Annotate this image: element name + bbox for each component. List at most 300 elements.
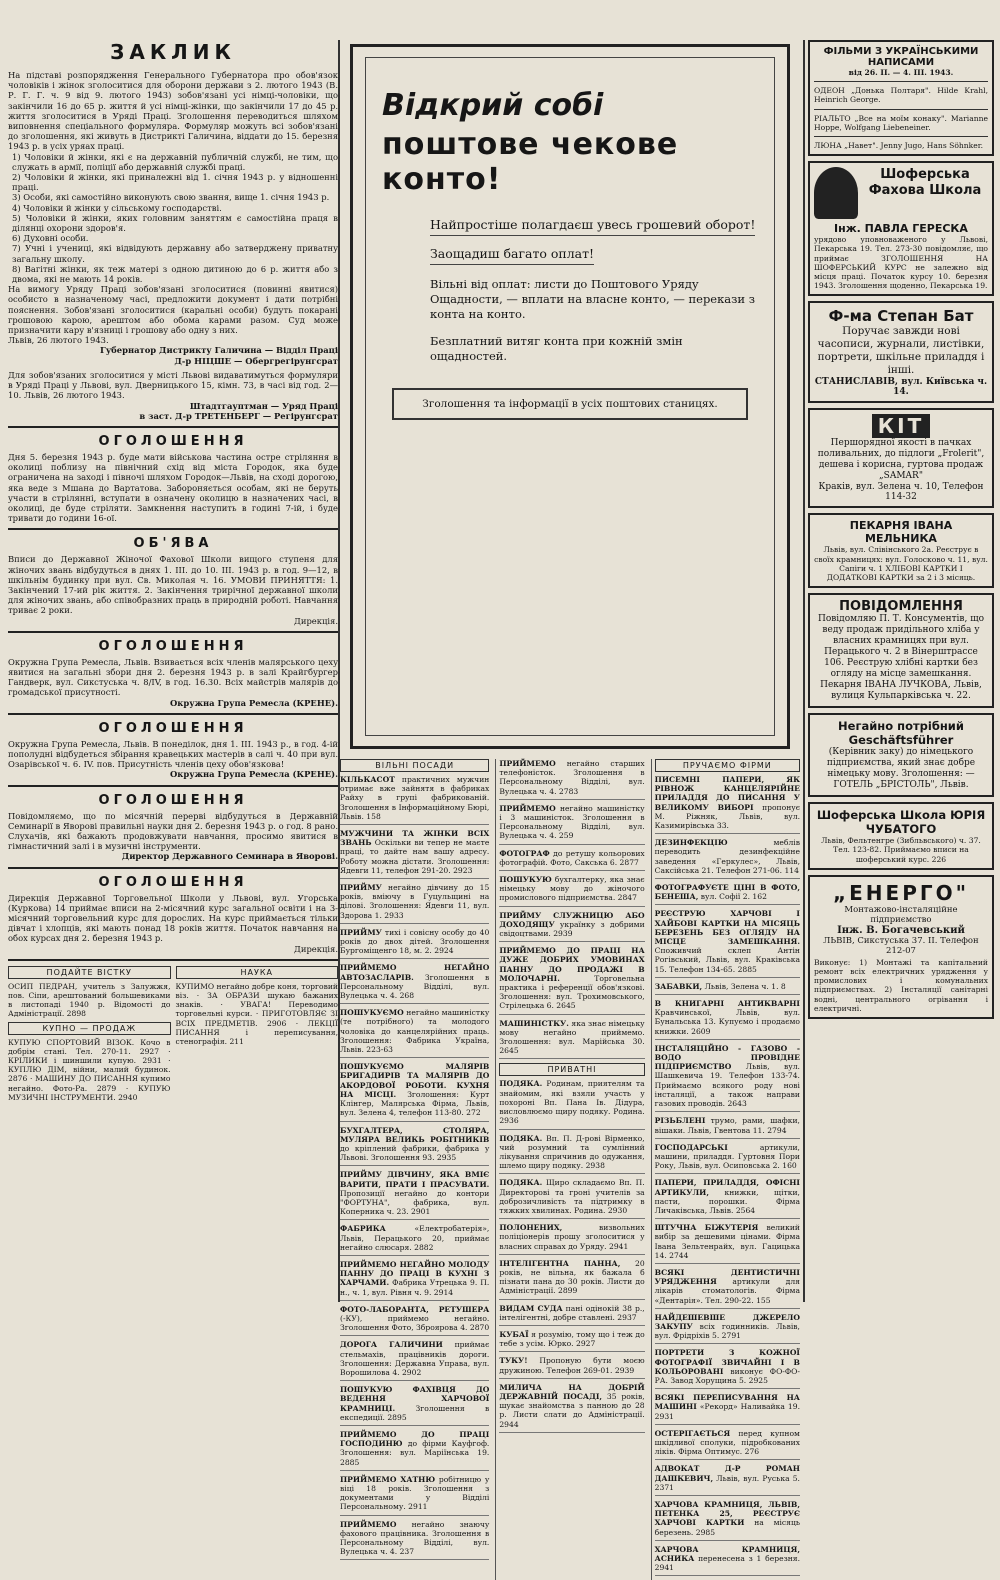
classified-ad <box>340 1170 489 1220</box>
zaklik-title: ЗАКЛИК <box>110 40 236 64</box>
announcement-sign: Дирекція. <box>294 615 338 626</box>
energo-subtitle: Монтажово-інсталяційне підприємство <box>844 904 958 925</box>
manager-text: (Керівник заку) до німецького підприємства, який знає добре німецьку мову. Зголошення: — ГОТЕЛЬ „БРІСТОЛЬ", Львів. <box>826 747 976 791</box>
classified-ad <box>499 1304 644 1326</box>
classified-text <box>655 1313 800 1341</box>
classified-text <box>655 1348 800 1385</box>
classified-text <box>655 775 800 830</box>
classified-text <box>499 759 644 796</box>
bat-text: Поручає завжди нові часописи, журнали, листівки, портрети, шкільне приладдя і інші. <box>817 325 985 377</box>
classified-ad <box>499 1356 644 1378</box>
announcement-body: Окружна Група Ремесла, Львів. В понеділок, дня 1. III. 1943 р., в год. 4-ій пополудні відбудеться збірання кравецьких мастерів в салі ч. 40 при вул. Озарівської ч. 6. IV. пов. Присутність членів цеху обов'язкова! <box>8 738 338 770</box>
announcement-title: ОГОЛОШЕННЯ <box>98 720 248 736</box>
classified-text <box>499 1330 644 1348</box>
classified-body: Оскільки ви тепер не маєте праці, то дайте нам вашу адресу. Роботу можна дістати. Зголошення: Ядевги 11, телефон 291-20. 2923 <box>340 838 490 875</box>
classified-ad <box>655 883 800 905</box>
section-header: ПРУЧАЄМО ФІРМИ <box>655 759 800 772</box>
zaklik-signature: Губернатор Дистрикту Галичина — Відділ Праці Д-р НІЦШЕ — Обергрегірунгсрат <box>100 345 338 366</box>
classified-lead: ОСТЕРІГАЄТЬСЯ <box>654 1428 731 1438</box>
classified-ad <box>340 1126 489 1167</box>
divider <box>814 136 988 137</box>
classified-text <box>655 999 800 1036</box>
classified-column-3 <box>651 759 800 1580</box>
classified-text <box>499 911 644 939</box>
classified-lead: ХАРЧОВА КРАМНИЦЯ, АСНИКА <box>654 1544 800 1564</box>
classified-lead: ШТУЧНА БІЖУТЕРІЯ <box>654 1223 759 1233</box>
films-title: ФІЛЬМИ З УКРАЇНСЬКИМИ НАПИСАМИ <box>823 46 979 68</box>
energo-title: „ЕНЕРГО" <box>832 880 970 905</box>
classified-body: Фабрика Утрецька 9. П. н., ч. 1, вул. Рівня ч. 9. 2914 <box>340 1278 490 1297</box>
classified-text <box>499 1223 644 1251</box>
classified-ad <box>655 1464 800 1496</box>
classified-text <box>340 1008 489 1054</box>
classified-body: перед купном шкідливої сполуки, підробкованих ліків. Фірма Оптимус. 276 <box>654 1428 800 1457</box>
classified-body: Споживчий склеп Антін Рогівський, Львів, вул. Краківська 15. Телефон 134-65. 2885 <box>654 946 800 974</box>
classified-lead: ДОРОГА ГАЛИЧИНИ <box>340 1340 443 1350</box>
classified-body: великий вибір за дешевими цінами. Фірма Івана Зельтенрайх, вул. Гацицька 14. 2744 <box>654 1223 800 1260</box>
classified-text <box>499 804 644 841</box>
classified-body: робітницю у віці 18 років. Зголошення з документами у Відділі Персональному. 2911 <box>340 1474 490 1512</box>
classified-lead: ВИДАМ СУДА <box>499 1303 563 1313</box>
classified-text <box>655 1393 800 1421</box>
notice-title: ПОВІДОМЛЕННЯ <box>839 599 963 615</box>
bat-firm-ad <box>808 301 994 403</box>
classified-ad <box>340 1224 489 1256</box>
divider <box>8 713 338 715</box>
classified-text <box>340 829 489 875</box>
classified-lead: КУБАЇ <box>499 1329 529 1339</box>
classified-body: тихі і совісну особу до 40 років до двох дітей. Зголошення Бургоміщенго 18, м. 2. 2924 <box>340 927 490 956</box>
classified-lead: ПРИЙМЕМО ДО ПРАЦІ ГОСПОДИНЮ <box>340 1429 490 1449</box>
classified-ad <box>340 1475 489 1516</box>
classified-lead: ПОДЯКА. <box>499 1133 543 1143</box>
ad-body-1: Вільні від оплат: листи до Поштового Уряду Ощадности, — вплати на власне конто, — перекази з конта на конто. <box>430 277 756 321</box>
classified-ad <box>655 1116 800 1138</box>
bakery-text: Львів, вул. Слівінського 2а. Реєструє в своїх крамницях: вул. Голосково ч. 11, вул. Сапіги ч. 1 ХЛІБОВІ КАРТКИ І ДОДАТКОВІ КАРТКИ за 2 і 3 місяць. <box>814 545 988 583</box>
classified-column-1 <box>340 759 489 1580</box>
zaklik-intro: На підставі розпорядження Генерального Губернатора про обов'язок чоловіків і жінок зголоситися для оборони держави з 2. лютого 1943 (В. Р. Г. Г. ч. 9 від 9. лютого 1943) зобов'язані усі німці-чоловіки, що закінчили 16 до 65 р. життя й усі німці-жінки, що закінчили 17 до 45 р. життя зголоситися в Уряді Праці. Зголошення переводиться шляхом виповнення спеціального формуляра. Формуляр можуть всі зобов'язані до зголошення, які живуть в Дистрикті Галичина, віддати до 15. березня 1943 р. в усіх уряах праці. <box>8 70 338 152</box>
classified-lead: МУЖЧИНИ ТА ЖІНКИ ВСІХ ЗВАНЬ <box>340 829 490 848</box>
classified-lead: ПРИЙМУ <box>340 927 382 937</box>
classified-text <box>655 1116 800 1134</box>
announcement-title: ОГОЛОШЕННЯ <box>98 433 248 449</box>
classified-body: Зголошення в Персональному Відділі, вул. Вулецька ч. 4. 268 <box>340 972 490 1001</box>
films-box <box>808 40 994 156</box>
classified-ad <box>499 804 644 845</box>
divider <box>8 959 338 961</box>
divider <box>8 785 338 787</box>
announcement-body: Дня 5. березня 1943 р. буде мати військова частина острe стріляння в околиці поблизу на північний схід від міста Городок, яка буде ограничена на заході і півночі шляхом Городок—Львів, на сході дорогою, яка веде з Мшана до Вартатова. Забороняється особам, які не беруть участи в стрілянні, вступати в означену околицю в назначених часі, в околиці, де буде стріляти. Замкнення наступить в годині 7-ій, і буде тривати до години 16-ої. <box>8 451 338 524</box>
classified-body: 20 років, не вільна, як бажала б пізнати пана до 30 років. Листи до Адміністрації. 2899 <box>499 1258 645 1296</box>
classified-ad <box>499 1079 644 1129</box>
zaklik-date: Львів, 26 лютого 1943. <box>8 335 109 346</box>
classified-body: 35 років, шукає знайомства з панною до 28 р. Листи слати до Адміністрації. 2944 <box>499 1391 645 1429</box>
classified-ad <box>499 946 644 1014</box>
list-item: 5) Чоловіки й жінки, яких головним заняттям є самостійна праця в ділянці охорони здоров'я. <box>12 212 338 234</box>
classified-ad <box>340 1520 489 1561</box>
classified-lead: ГОСПОДАРСЬКІ <box>654 1142 728 1152</box>
classified-text <box>499 1356 644 1374</box>
classified-ad <box>655 1348 800 1389</box>
classified-text <box>655 1044 800 1108</box>
classified-body: артикули для лікарів стоматологів. Фірма «Дентарія». Тел. 290-22. 155 <box>654 1277 800 1305</box>
classified-body: до кріплений фабрики, фабрика у Львові. Зголошення 93. 2935 <box>340 1143 490 1163</box>
classified-body: визвольних поліціонерів прошу зголоситися у власних справах до Уряду. 2941 <box>499 1223 645 1251</box>
announcement-sign: Дирекція. <box>294 943 338 954</box>
classified-text <box>499 1134 644 1171</box>
energo-owner: Інж. В. Богачевський <box>837 924 965 936</box>
classified-text <box>655 1429 800 1457</box>
classified-body: (-КУ), приймемо негайно. Зголошення Фото, Зброярова 4. 2870 <box>340 1313 490 1333</box>
classified-body: бухгалтерку, яка знає німецьку мову до жіночого промислового підприємства. 2847 <box>499 875 645 903</box>
announcement-title: ОГОЛОШЕННЯ <box>98 792 248 808</box>
classified-body: «Електробатерія», Львів, Перацького 20, приймає негайно слюсаря. 2882 <box>340 1224 490 1252</box>
classified-body: негайно знаючу фахового працівника. Зголошення в Персональному Відділі, вул. Вулецька ч. 4. 237 <box>340 1519 490 1557</box>
classified-body: негайно дівчину до 15 років, вміючу в Гуцульщині на ділові. Зголошення: Ядевги 11, вул. Здорова 1. 2933 <box>340 883 490 920</box>
classified-ad <box>655 838 800 879</box>
classified-lead: ІНСТАЛЯЦІЙНО - ГАЗОВО - ВОДО ПРОВІДНЕ ПІДПРИЄМСТВО <box>654 1043 800 1072</box>
classified-lead: ПИСЕМНІ ПАПЕРИ, ЯК РІВНОЖ КАНЦЕЛЯРІЙНЕ ПРИЛАДДЯ ДО ПИСАННЯ У ВЕЛИКОМУ ВИБОРІ <box>654 775 800 812</box>
section-header: ПРИВАТНІ <box>499 1063 644 1076</box>
classified-lead: ПОЛОНЕНИХ, <box>499 1223 563 1233</box>
classified-ad <box>340 1008 489 1058</box>
ad-title-1: Відкрий собі <box>382 88 604 123</box>
classified-lead: ЗАБАВКИ, <box>654 981 703 991</box>
classified-body: меблів переводить дезинфекційне заведення «Геркулес», Львів, Саксійська 21. Телефон 271-06. 114 <box>654 838 800 875</box>
classified-ad <box>499 759 644 800</box>
classified-body: Зголошення в експедиції. 2895 <box>340 1403 490 1422</box>
ad-title-2: поштове чекове конто! <box>382 127 679 197</box>
classified-lead: ПОДЯКА. <box>499 1178 543 1188</box>
classified-lead: ПОШУКУЄМО МАЛЯРІВ БРИГАДИРІВ ТА МАЛЯРІВ ДО АКОРДОВОЇ РОБОТИ. КУХНЯ НА МІСЦІ. <box>340 1062 490 1099</box>
classified-text <box>340 775 489 821</box>
list-item: 8) Вагітні жінки, як теж матері з одною дитиною до 6 р. життя або з двома, які не мають 14 років. <box>12 263 338 285</box>
divider <box>8 631 338 633</box>
classified-lead: НАЙДЕШЕВШЕ ДЖЕРЕЛО ЗАКУПУ <box>654 1312 800 1331</box>
classified-ad <box>340 775 489 825</box>
classified-lead: ФОТОГРАФУЄТЕ ЦІНІ В ФОТО, БЕНЕША, <box>654 883 800 902</box>
classified-body: на місяць березень. 2985 <box>654 1518 800 1537</box>
notice-ad <box>808 593 994 708</box>
classified-body: всіх годинників. Львів, вул. Фрідріхів 5. 2791 <box>654 1321 800 1341</box>
classified-ad <box>499 1178 644 1219</box>
classified-body: Щиро складаємо Вп. П. Директорові та гроні учителів за доброзичливість та підтримку в тяжких хвилинах. Родина. 2930 <box>499 1178 645 1215</box>
classified-lead: МИЛИЧА НА ДОБРІЙ ДЕРЖАВНІЙ ПОСАДІ, <box>499 1382 645 1401</box>
classified-body: Львів, вул. Шашкевича 19. Телефон 133-74. Приймаємо всякого роду нові інсталяції, а також направи газових проводів. 2643 <box>654 1062 800 1109</box>
classified-ad <box>499 1019 644 1060</box>
classified-body: Кравчинської, Львів, вул. Бунальська 13. Купуємо і продаємо книжки. 2609 <box>654 1008 800 1036</box>
announcement-body: Повідомляємо, що по місячній перерві відбудуться в Державній Семинарії в Яворові правильні науки дня 2. березня 1943 р. о год. 8 рано. Слухачів, які бажають продовжувати навчання, просимо явитися в гімнастичний залі і в музичні інструменти. <box>8 810 338 852</box>
right-column <box>808 40 994 1302</box>
kit-ad <box>808 408 994 508</box>
classified-body: я розумію, тому що і теж до тебе з усім. Юрко. 2927 <box>499 1329 645 1349</box>
classified-text <box>340 1475 489 1512</box>
classified-ad <box>655 1268 800 1309</box>
classified-text: КУПИМО негайно добре коня, торговий віз. · ЗА ОБРАЗИ шукаю бажаних знаків. · УВАГА! Переводимо торговельні курси. · ПРИГОТОВЛЯЄ ЗІ ВСІХ ПРЕДМЕТІВ. 2906 · ЛЕКЦІЇ ПИСАННЯ і переписування, стенографія. 211 <box>175 981 338 1047</box>
classified-lead: ХАРЧОВА КРАМНИЦЯ, ЛЬВІВ, ПЕТЕНКА 25, РЕЄСТРУЄ ХАРЧОВІ КАРТКИ <box>654 1500 800 1528</box>
postal-checking-ad <box>350 44 790 749</box>
classified-ad <box>655 1313 800 1345</box>
section-header: НАУКА <box>176 966 339 979</box>
driving-school-2-ad <box>808 802 994 870</box>
ad-line-1: Найпростіше полагдаєш увесь грошевий оборот! <box>430 217 755 236</box>
manager-title: Негайно потрібний Geschäftsführer <box>838 719 964 748</box>
bakery-ad <box>808 513 994 588</box>
classified-body: Львів, вул. Руська 5. 2371 <box>654 1473 800 1492</box>
classified-text <box>655 1178 800 1215</box>
energo-ad <box>808 875 994 1019</box>
classified-body: «Рекорд» Наливайка 19. 2931 <box>654 1402 800 1421</box>
classified-lead: ПРИЙМЕМО ХАТНЮ <box>340 1474 436 1484</box>
classified-body: перенесена з 1 березня. 2941 <box>654 1554 800 1573</box>
classified-text <box>499 1383 644 1429</box>
divider <box>8 426 338 428</box>
classified-text <box>655 838 800 875</box>
energo-address: ЛЬВІВ, Сикстуська 37. II. Телефон 212-07 <box>823 935 979 956</box>
bottom-left-col-2 <box>176 966 339 1102</box>
classified-lead: ПОШУКУЮ <box>499 875 552 885</box>
classified-ad <box>340 1305 489 1337</box>
classified-text <box>499 1304 644 1322</box>
classified-ad <box>655 775 800 834</box>
kit-text: Першорядної якості в пачках поливальних, до підлоги „Frolerit", дешева і корисна, гуртова продаж „SAMAR" <box>817 438 985 482</box>
divider <box>8 867 338 869</box>
kit-address: Краків, вул. Зелена ч. 10, Телефон 114-32 <box>818 482 984 503</box>
classified-ad <box>655 982 800 995</box>
announcement-body: Вписи до Державної Жіночої Фахової Школи вищого ступеня для жіночих звань відбудуться в днях 1. III. до 10. III. 1943 р. в год. 9—12, в шкільнім будинку при вул. Св. Миколая ч. 16. УМОВИ ПРИНЯТТЯ: 1. Закінчений 17-ий рік життя. 2. Закінчення трирічної державної школи для жіночих звань, або співобразних праць в природній роботі. Навчання триває 2 роки. <box>8 554 338 616</box>
classified-body: вул. Софії 2. 162 <box>700 892 767 902</box>
classified-text <box>340 1385 489 1422</box>
classified-text <box>340 1170 489 1216</box>
zaklik-signature-2: Штадтгауптман — Уряд Праці в заст. Д-р ТРЕТЕНБЕРГ — Регірунгсрат <box>139 400 338 421</box>
film-item: ЛЮНА „Навет". Jenny Jugo, Hans Söhnker. <box>814 141 983 151</box>
classified-lead: РЕЄСТРУЮ ХАРЧОВІ І ХАЙБОВІ КАРТКИ НА МІСЯЦЬ БЕРЕЗЕНЬ БЕЗ ОГЛЯДУ НА МІСЦЕ ЗАМЕШКАННЯ. <box>654 909 800 947</box>
classified-lead: ПРИЙМЕМО НЕГАЙНО АВТОЗАСЛАРІВ. <box>340 963 490 982</box>
classified-ad <box>655 1429 800 1461</box>
classified-text <box>655 1143 800 1171</box>
classified-body: до ретушу кольорових фотографій. Фото, Сакська 6. 2877 <box>499 848 645 867</box>
classified-text <box>655 982 800 991</box>
classified-lead: ПРИЙМЕМО <box>340 1519 397 1529</box>
classified-ad <box>340 829 489 879</box>
classified-text <box>340 928 489 956</box>
classified-text <box>655 1223 800 1260</box>
film-item: ОДЕОН „Донька Полтаря". Hilde Krahl, Heinrich George. <box>814 86 988 105</box>
announcement-sign: Директор Державного Семинара в Яворові. <box>121 851 338 862</box>
ad-inner-frame <box>365 57 775 736</box>
announcement-title: ОГОЛОШЕННЯ <box>98 874 248 890</box>
classified-body: приймає стельмахів, працівників дороги. Зголошення: Державна Управа, вул. Ворошилова 4. 2902 <box>340 1340 490 1377</box>
bat-title: Ф-ма Степан Бат <box>828 307 974 326</box>
announcement-title: ОГОЛОШЕННЯ <box>98 638 248 654</box>
classified-lead: ВСЯКІ ДЕНТИСТИЧНІ УРЯДЖЕННЯ <box>654 1267 800 1287</box>
classified-lead: ПРИЙМУ СЛУЖНИЦЮ АБО ДОХОДЯЩУ <box>499 910 645 929</box>
classified-ad <box>499 1330 644 1352</box>
classified-ad <box>340 1260 489 1301</box>
classified-lead: ПОШУКУЮ ФАХІВЦЯ ДО ВЕДЕННЯ ХАРЧОВОЇ КРАМНИЦІ. <box>340 1385 490 1413</box>
middle-column <box>340 40 800 1573</box>
energo-list: Виконує: 1) Монтажі та капітальний ремонт всіх електричних урядження у промислових і комунальних підприємствах. 2) Інсталяції санітарні водні, центрального огрівання і електричні. <box>814 957 988 1013</box>
list-item: 1) Чоловіки й жінки, які є на державній публичній службі, не тим, що служать в армії, поліції або державній службі праці. <box>12 151 338 172</box>
classified-ad <box>340 928 489 960</box>
classified-ad <box>340 963 489 1004</box>
classified-body: негайно машиністку (те потрібного) та молодого чоловіка до канцелярійних праць. Зголошення: Фабрика Україна, Львів. 223-63 <box>340 1008 490 1055</box>
classified-lead: ПОДЯКА. <box>499 1079 543 1089</box>
classified-body: виконує ФО-ФО-РА. Завод Хорущина 5. 2925 <box>654 1366 800 1385</box>
classified-ad <box>340 1062 489 1121</box>
classified-text <box>340 963 489 1000</box>
list-item: 7) Учні і учениці, які відвідують державну або затверджену приватну загальну школу. <box>12 243 338 264</box>
announcement-sign: Окружна Група Ремесла (КРЕНЕ). <box>170 769 338 780</box>
school2-title: Шоферська Школа ЮРІЯ ЧУБАТОГО <box>816 808 986 837</box>
driving-school-ad <box>808 161 994 296</box>
ad-info-box: Зголошення та інформації в усіх поштових станицях. <box>392 388 748 420</box>
classified-ad <box>499 875 644 907</box>
classified-body: книжки, щітки, пасти, порошки. Фірма Личаківська, Львів. 2564 <box>654 1187 800 1215</box>
section-header: КУПНО — ПРОДАЖ <box>8 1022 171 1035</box>
classified-lead: ПРИЙМЕМО НЕГАЙНО МОЛОДУ ПАННУ ДО ПРАЦІ В КУХНІ З ХАРЧАМИ. <box>340 1259 490 1288</box>
classified-ad <box>340 1340 489 1381</box>
section-header: ПОДАЙТЕ ВІСТКУ <box>8 966 171 979</box>
classified-text <box>499 875 644 903</box>
classified-body: трумо, рами, шафки, вішаки. Львів, Гвентова 11. 2794 <box>654 1116 800 1135</box>
classified-lead: В КНИГАРНІ АНТИКВАРНІ <box>654 999 800 1009</box>
classified-body: Львів, Зелена ч. 1. 8 <box>704 981 786 991</box>
classified-text <box>499 1178 644 1215</box>
classified-ad <box>340 1430 489 1471</box>
list-item: 3) Особи, які самостійно виконують свою звання, вище 1. січня 1943 р. <box>12 192 330 203</box>
classified-body: Зголошення: Курт Клінгер, Малярська Фірма, Львів, вул. Зелена 4, телефон 113-80. 272 <box>340 1089 490 1118</box>
classified-text: ОСИП ПЕДРАН, учитель з Залужжя, пов. Сіпи, арештований большевиками в листопаді 1940 р. Відомості до Адміністрації. 2898 <box>8 981 171 1019</box>
classified-ad <box>655 1500 800 1541</box>
bat-address: СТАНИСЛАВІВ, вул. Київська ч. 14. <box>814 377 988 398</box>
classified-body: артикули, машини, приладдя. Гуртовня Пори Року, Львів, вул. Осиповська 2. 160 <box>654 1142 800 1171</box>
classified-lead: ІНТЕЛІГЕНТНА ПАННА, <box>499 1258 621 1268</box>
classified-lead: АДВОКАТ Д-Р РОМАН ДАШКЕВИЧ, <box>654 1464 800 1483</box>
films-dates: від 26. II. — 4. III. 1943. <box>848 68 954 77</box>
classified-body: українку з добрими свідоцтвами. 2939 <box>499 919 645 939</box>
classified-text <box>655 883 800 901</box>
left-column <box>8 40 338 1302</box>
ad-line-2: Заощадиш багато оплат! <box>430 246 594 265</box>
announcement-title: ОБ'ЯВА <box>133 536 213 552</box>
classified-ad <box>340 883 489 924</box>
classified-text <box>340 1520 489 1557</box>
classified-column-2 <box>495 759 644 1580</box>
driving-school-owner: Інж. ПАВЛА ГЕРЕСКА <box>834 222 968 236</box>
divider <box>8 528 338 530</box>
kit-title: КІТ <box>872 414 930 438</box>
classified-ad <box>655 1044 800 1112</box>
classified-ad <box>499 911 644 943</box>
list-item: 6) Духовні особи. <box>12 233 89 244</box>
classified-body: яка знає німецьку мову негайно приймемо. Зголошення: вул. Марійська 30. 2645 <box>499 1018 645 1056</box>
classified-ad <box>655 1393 800 1425</box>
classified-lead: ФОТО-ЛАБОРАНТА, РЕТУШЕРА <box>340 1304 490 1314</box>
driving-school-title: Шоферська Фахова Школа <box>868 167 982 199</box>
classified-text <box>340 1062 489 1117</box>
classified-ad <box>655 1143 800 1175</box>
classified-text <box>340 1430 489 1467</box>
zaklik-note: Для зобов'язаних зголоситися у місті Львові видаватимуться формуляри в Уряді Праці у Львові, вул. Дверницького 15, кімн. 73, в часі від год. 2—10. Львів, 26 лютого 1943. <box>8 369 338 401</box>
classified-ad <box>655 909 800 977</box>
classified-body: негайно машиністку і 3 машиністок. Зголошення в Персональному Відділі, вул. Вулецька ч. 4. 259 <box>499 803 645 841</box>
manager-wanted-ad <box>808 713 994 797</box>
classified-text <box>499 1259 644 1296</box>
film-item: РІАЛЬТО „Все на моїм конаку". Marianne Hoppe, Wolfgang Liebeneiner. <box>814 113 988 132</box>
classified-body: Вп. П. Д-рові Вірменко, чий розумний та сумлінний лікування спричинив до одужання, шлемо щиру подяку. 2938 <box>499 1133 645 1171</box>
classified-ad <box>655 1223 800 1264</box>
driving-school-header <box>814 167 988 219</box>
classified-ad <box>499 1134 644 1175</box>
classified-text <box>340 1224 489 1252</box>
notice-text: Повідомляю П. Т. Консументів, що веду продаж придільного хліба у власних крамницях при вул. Перацького ч. 2 в Вінерштрассе 106. Реєструю хлібні картки без огляду на місце замешкання. Пекарня ІВАНА ЛУЧКОВА, Львів, вулиця Кульпарківська ч. 22. <box>817 614 985 702</box>
classified-lead: ФАБРИКА <box>340 1224 386 1234</box>
classified-lead: ПРИЙМЕМО <box>499 803 556 813</box>
classified-text <box>340 1126 489 1163</box>
section-header: ВІЛЬНІ ПОСАДИ <box>340 759 489 772</box>
classified-lead: МАШИНІСТКУ. <box>499 1018 569 1028</box>
classified-text <box>655 1545 800 1573</box>
list-item: 4) Чоловіки й жінки у сільському господарстві. <box>12 202 222 213</box>
divider <box>814 109 988 110</box>
classified-body: Торговельна практика і референції обов'язкові. Зголошення: вул. Трохимовського, Стрілецька 6. 2645 <box>499 973 645 1011</box>
classified-lead: ПРИЙМЕМО <box>499 759 556 768</box>
classified-text <box>340 883 489 920</box>
classified-text <box>655 1268 800 1305</box>
zaklik-list <box>8 152 338 285</box>
classified-text <box>655 1464 800 1492</box>
classified-lead: ВСЯКІ ПЕРЕПИСУВАННЯ НА МАШИНІ <box>654 1393 800 1412</box>
classified-text <box>340 1305 489 1333</box>
classified-text <box>655 1500 800 1537</box>
classified-body: негайно старших телефоністок. Зголошення в Персональному Відділі, вул. Вулецька ч. 4. 2783 <box>499 759 645 796</box>
classified-ad <box>499 1259 644 1300</box>
ad-body-2: Безплатний витяг конта при кожній змін ощадностей. <box>430 334 683 363</box>
classified-body: практичних мужчин отримає вже зайнятя в фабриках Райху в групі фабрикованій. Зголошення в Інформаційному Бюрі, Львів. 158 <box>340 775 490 821</box>
classified-ad <box>655 1178 800 1219</box>
classified-ad <box>499 1223 644 1255</box>
column-rule <box>803 40 805 1302</box>
classified-ad <box>655 1545 800 1577</box>
classified-lead: РІЗЬБЛЕНІ <box>654 1116 706 1126</box>
classified-ad <box>499 849 644 871</box>
classified-text <box>340 1340 489 1377</box>
list-item: 2) Чоловіки й жінки, які приналежні від 1. січня 1943 р. у відношенні праці. <box>12 172 338 193</box>
bakery-title: ПЕКАРНЯ ІВАНА МЕЛЬНИКА <box>849 519 953 546</box>
classified-body: до фірми Кауфгоф. Зголошення: вул. Маріїнська 19. 2885 <box>340 1439 490 1467</box>
classified-body: пропонує М. Ріжняк, Львів, вул. Казимирівська 33. <box>654 802 800 831</box>
classified-lead: ДЕЗИНФЕКЦІЮ <box>654 838 728 848</box>
classified-lead: ПОРТРЕТИ З КОЖНОЇ ФОТОГРАФІЇ ЗВИЧАЙНІ І В КОЛЬОРОВАНІ <box>654 1348 800 1376</box>
school2-text: Львів, Фельтенгре (Зибльвського) ч. 37. Тел. 123-82. Приймаємо вписи на шоферський курс. 226 <box>821 836 981 864</box>
classified-body: Родинам, приятелям та знайомим, які взяли участь у похороні Вп. Пана Ів. Дідура, висловлюємо щиру подяку. Родина. 2936 <box>499 1079 645 1126</box>
classified-lead: ПОШУКУЄМО <box>340 1008 404 1018</box>
classified-text <box>340 1260 489 1297</box>
classified-body: Пропозиції негайно до контори "ФОРТУНА", фабрика, вул. Коперника ч. 23. 2901 <box>340 1188 490 1217</box>
classified-text: КУПУЮ СПОРТОВИЙ ВІЗОК. Кочо в добрім стані. Тел. 270-11. 2927 · КРІЛИКИ і шиншили купую. 2931 · КУПЛЮ ДІМ, війни, малий будинок. 2876 · МАШИНУ ДО ПИСАННЯ купимо негайно. Фото-Ра. 2879 · КУПУЮ МУЗИЧНІ ІНСТРУМЕНТИ. 2940 <box>8 1037 171 1102</box>
driving-school-text: урядово уповноваженого у Львові, Пекарська 19. Тел. 273-30 повідомляє, що приймає ЗГОЛОШЕННЯ НА ШОФЕРСЬКИЙ КУРС не залежно від місця праці. Початок курсу 10. березня 1943. Зголошення щоденно, Пекарська 19. <box>814 235 988 291</box>
classified-lead: БУХГАЛТЕРА, СТОЛЯРА, МУЛЯРА ВЕЛИКЬ РОБІТНИКІВ <box>340 1125 490 1144</box>
classified-lead: ПРИЙМУ ДІВЧИНУ, ЯКА ВМІЄ ВАРИТИ, ПРАТИ І ПРАСУВАТИ. <box>340 1170 490 1189</box>
divider <box>814 81 988 82</box>
bottom-left-classifieds <box>8 966 338 1102</box>
classified-lead: КІЛЬКАСОТ <box>340 775 395 784</box>
classified-body: пані одінокій 38 р., інтелігентні, добре ставлені. 2937 <box>499 1303 645 1322</box>
classified-text <box>499 946 644 1010</box>
classified-lead: ТУКУ! <box>499 1356 528 1366</box>
classified-grid <box>340 759 800 1573</box>
